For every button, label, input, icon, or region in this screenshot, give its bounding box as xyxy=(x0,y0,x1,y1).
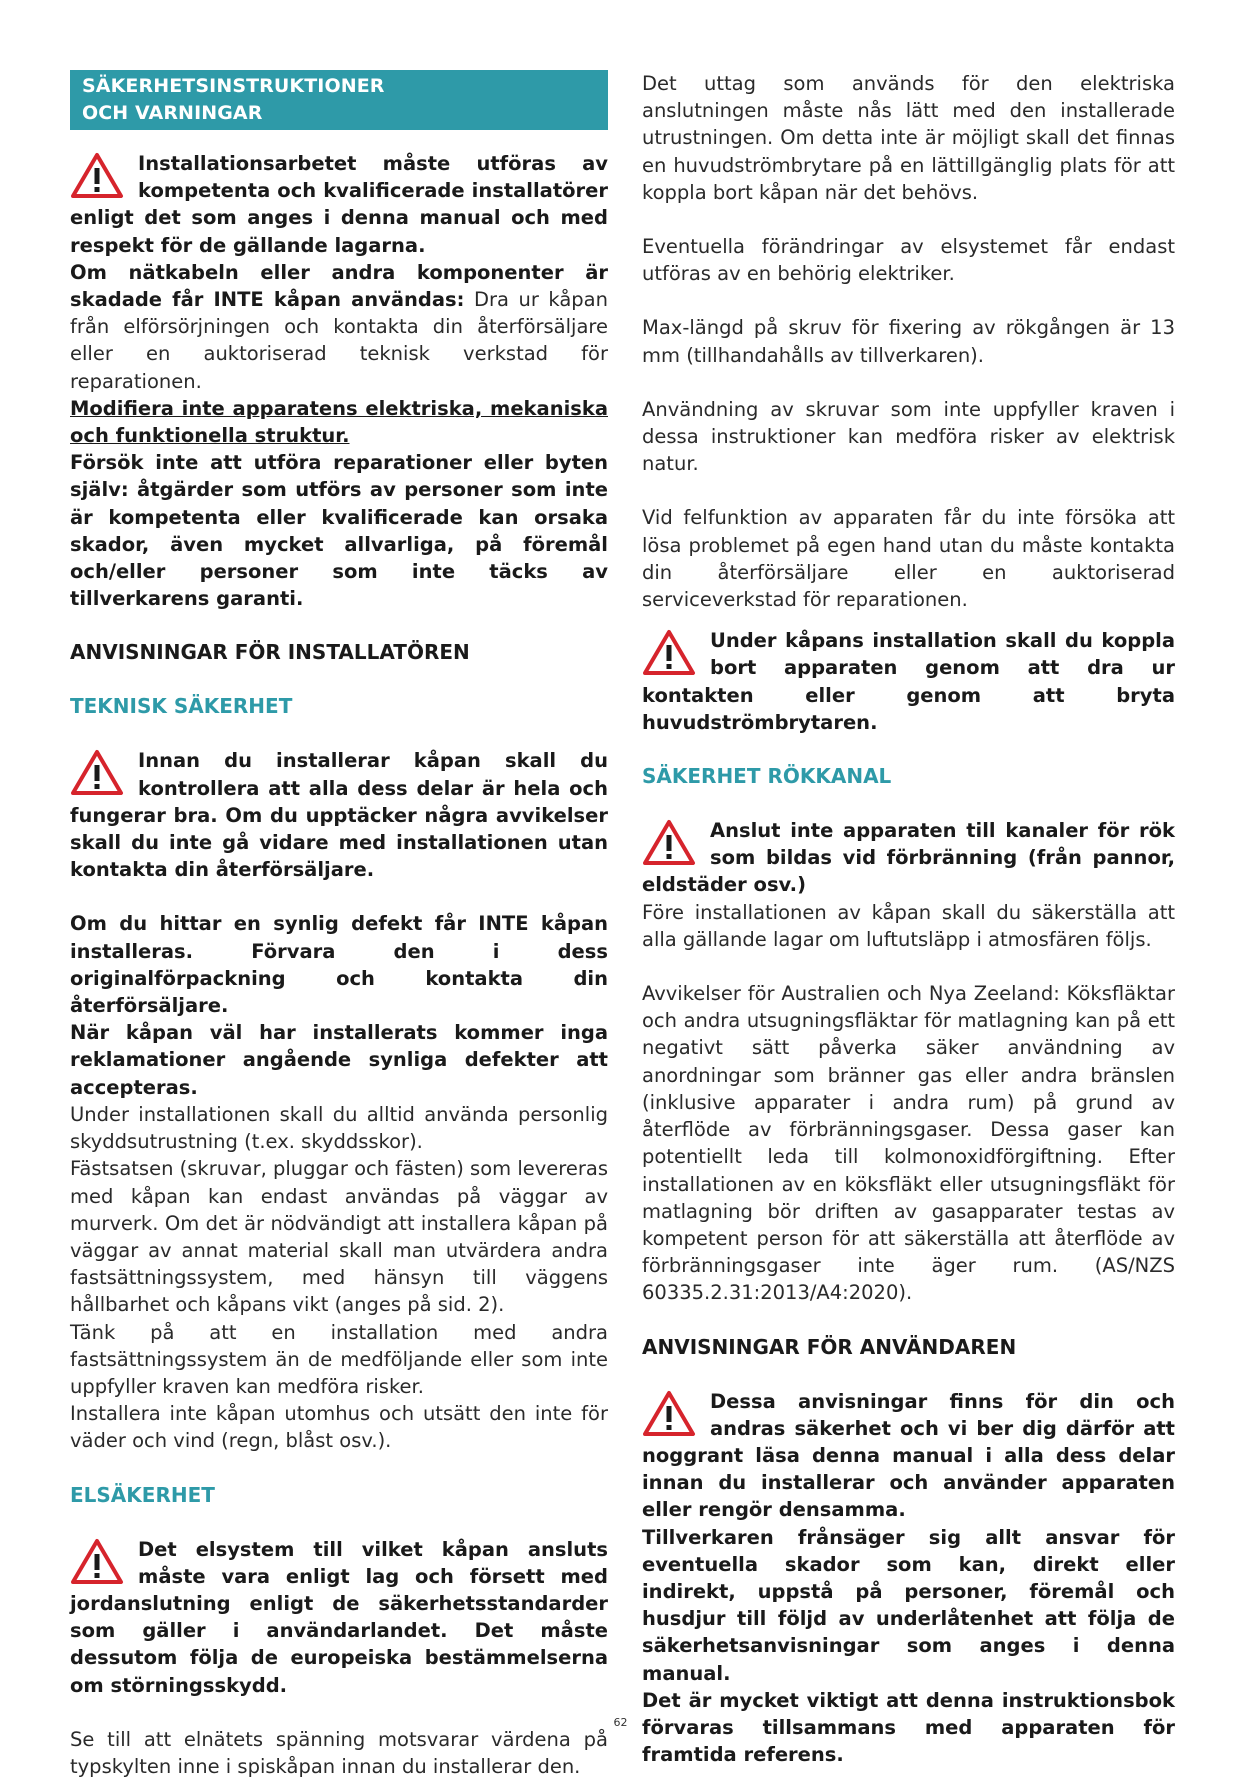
para-cable-text: Dra ur kåpan från elförsörjningen och kontakta din återförsäljare eller en auktoriserad teknisk verkstad för reparationen. xyxy=(70,288,608,393)
para-screw-length: Max-längd på skruv för fixering av rökgången är 13 mm (tillhandahålls av tillverkaren). xyxy=(642,316,1175,367)
para-modify: Modifiera inte apparatens elektriska, mekaniska och funktionella struktur. xyxy=(70,396,608,448)
para-malfunction: Vid felfunktion av apparaten får du inte försöka att lösa problemet på egen hand utan du måste kontakta din återförsäljare eller en auktoriserad serviceverkstad för reparationen. xyxy=(642,506,1175,612)
warning-triangle-icon xyxy=(642,629,696,679)
para-cable xyxy=(70,259,608,395)
para-changes: Eventuella förändringar av elsystemet får endast utföras av en behörig elektriker. xyxy=(642,235,1175,286)
para-defect: Om du hittar en synlig defekt får INTE kåpan installeras. Förvara den i dess originalförpackning och kontakta din återförsäljare. xyxy=(70,912,608,1018)
warning-block-flue xyxy=(642,817,1175,899)
para-screws-risk: Användning av skruvar som inte uppfyller kraven i dessa instruktioner kan medföra risker av elektrisk natur. xyxy=(642,397,1175,476)
page-number: 62 xyxy=(613,1716,628,1729)
para-fixing-kit: Fästsatsen (skruvar, pluggar och fästen) som levereras med kåpan kan endast användas på väggar av murverk. Om det är nödvändigt att installera kåpan på väggar av annat material skall man utvärdera andra fastsättningssystem, med hänsyn till väggens hållbarhet och kåpans vikt (anges på sid. 2). xyxy=(70,1157,609,1317)
warning-block-user xyxy=(642,1388,1175,1524)
section-header xyxy=(70,70,608,130)
para-cable-bold: Om nätkabeln eller andra komponenter är skadade får INTE kåpan användas: xyxy=(70,260,608,312)
warning-text-installation: Installationsarbetet måste utföras av kompetenta och kvalificerade installatörer enligt det som anges i denna manual och med respekt för de gällande lagarna. xyxy=(70,152,608,257)
para-repair: Försök inte att utföra reparationer eller byten själv: åtgärder som utförs av personer som inte är kompetenta eller kvalificerade kan orsaka skador, även mycket allvarliga, på föremål och/eller personer som inte täcks av tillverkarens garanti. xyxy=(70,451,608,611)
para-other-systems: Tänk på att en installation med andra fastsättningssystem än de medföljande eller som inte uppfyller kraven kan medföra risker. xyxy=(70,1320,608,1398)
warning-block-disconnect xyxy=(642,627,1175,736)
heading-electrical-safety: ELSÄKERHET xyxy=(70,1482,215,1507)
warning-block-check-parts xyxy=(70,747,608,883)
heading-installer: ANVISNINGAR FÖR INSTALLATÖREN xyxy=(70,640,470,665)
warning-text-check-parts: Innan du installerar kåpan skall du kontrollera att alla dess delar är hela och fungerar bra. Om du upptäcker några avvikelser skall du inte gå vidare med installationen utan kontakta din återförsäljare. xyxy=(70,749,608,882)
heading-flue-safety: SÄKERHET RÖKKANAL xyxy=(642,764,892,789)
para-australia: Avvikelser för Australien och Nya Zeeland: Köksfläktar och andra utsugningsfläktar för matlagning kan på ett negativt sätt påverka säker användning av anordningar som bränner gas eller andra bränslen (inklusive apparater i andra rum) på grund av återflöde av förbränningsgaser. Dessa gaser kan potentiellt leda till kolmonoxidförgiftning. Efter installationen av en köksfläkt eller utsugningsfläkt för matlagning bör driften av gasapparater testas av kompetent person för att säkerställa att återflöde av förbränningsgaser inte äger rum. (AS/NZS 60335.2.31:2013/A4:2020). xyxy=(642,982,1175,1305)
para-keep-manual: Det är mycket viktigt att denna instruktionsbok förvaras tillsammans med apparaten för framtida referens. xyxy=(642,1688,1175,1767)
warning-triangle-icon xyxy=(642,819,696,869)
para-ppe: Under installationen skall du alltid använda personlig skyddsutrustning (t.ex. skyddsskor). xyxy=(70,1102,608,1154)
section-header-line2: OCH VARNINGAR xyxy=(82,102,263,124)
para-outdoor: Installera inte kåpan utomhus och utsätt den inte för väder och vind (regn, blåst osv.). xyxy=(70,1402,608,1453)
heading-user: ANVISNINGAR FÖR ANVÄNDAREN xyxy=(642,1334,1017,1359)
para-socket: Det uttag som används för den elektriska anslutningen måste nås lätt med den installerade utrustningen. Om detta inte är möjligt skall det finnas en huvudströmbrytare på en lättillgänglig plats för att koppla bort kåpan när det behövs. xyxy=(642,72,1175,204)
para-claims: När kåpan väl har installerats kommer inga reklamationer angående synliga defekter att accepteras. xyxy=(70,1021,608,1099)
section-header-line1: SÄKERHETSINSTRUKTIONER xyxy=(82,75,385,97)
warning-triangle-icon xyxy=(70,152,124,202)
warning-triangle-icon xyxy=(70,749,124,799)
warning-block-installation xyxy=(70,150,608,259)
right-column xyxy=(642,70,1175,1768)
left-column xyxy=(70,70,608,1780)
heading-technical-safety: TEKNISK SÄKERHET xyxy=(70,694,293,719)
para-liability: Tillverkaren frånsäger sig allt ansvar för eventuella skador som kan, direkt eller indirekt, uppstå på personer, föremål och husdjur till följd av underlåtenhet att följa de säkerhetsanvisningar som anges i denna manual. xyxy=(642,1525,1175,1685)
warning-triangle-icon xyxy=(70,1538,124,1588)
para-voltage: Se till att elnätets spänning motsvarar värdena på typskylten inne i spiskåpan innan du installerar den. xyxy=(70,1727,608,1778)
warning-text-disconnect: Under kåpans installation skall du koppla bort apparaten genom att dra ur kontakten eller genom att bryta huvudströmbrytaren. xyxy=(642,629,1175,734)
warning-text-flue: Anslut inte apparaten till kanaler för rök som bildas vid förbränning (från pannor, eldstäder osv.) xyxy=(642,819,1175,897)
para-laws: Före installationen av kåpan skall du säkerställa att alla gällande lagar om luftutsläpp i atmosfären följs. xyxy=(642,900,1175,951)
warning-text-user: Dessa anvisningar finns för din och andras säkerhet och vi ber dig därför att noggrant läsa denna manual i alla dess delar innan du installerar och använder apparaten eller rengör densamma. xyxy=(642,1389,1175,1522)
warning-block-grounding xyxy=(70,1536,608,1699)
warning-text-grounding: Det elsystem till vilket kåpan ansluts måste vara enligt lag och försett med jordanslutning enligt de säkerhetsstandarder som gäller i användarlandet. Det måste dessutom följa de europeiska bestämmelserna om störningsskydd. xyxy=(70,1537,608,1697)
warning-triangle-icon xyxy=(642,1390,696,1440)
